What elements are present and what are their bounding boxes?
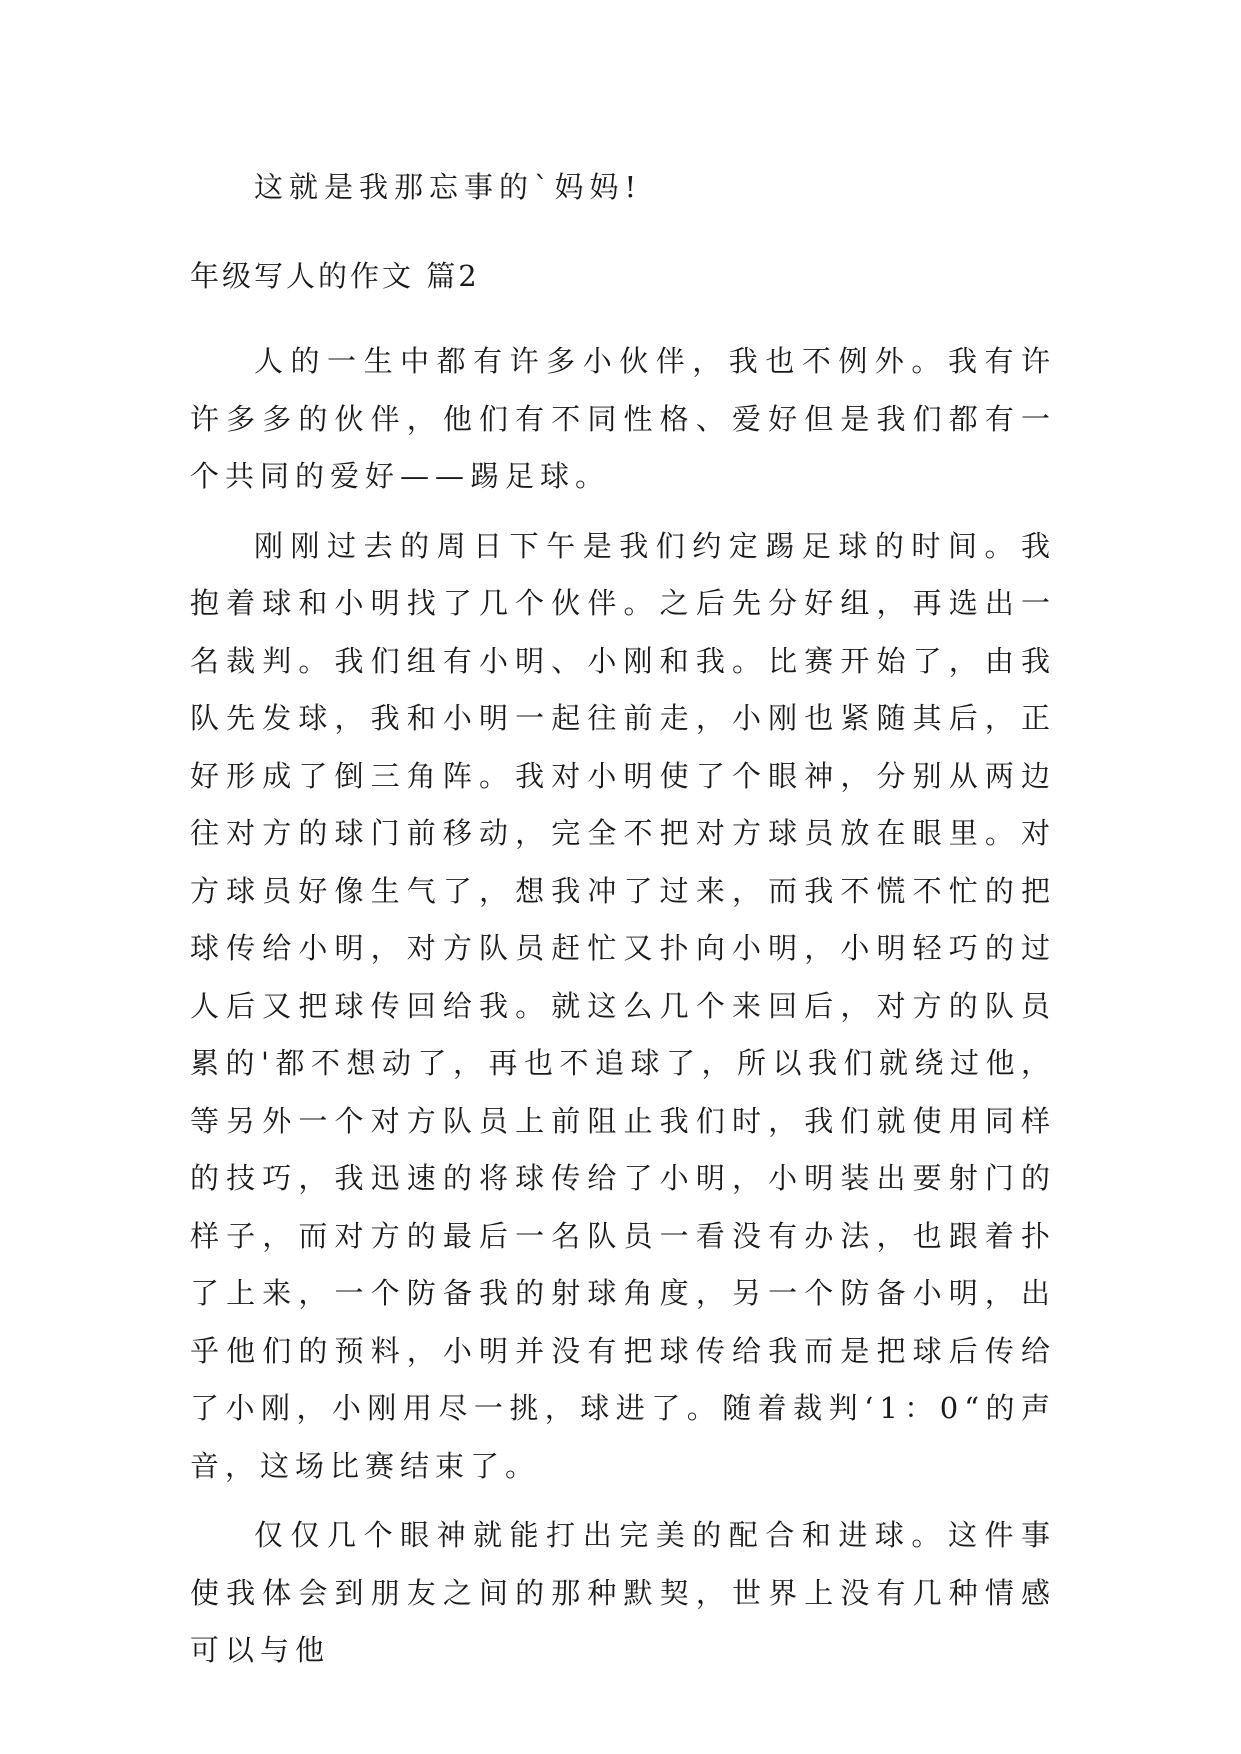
paragraph-reflection: 仅仅几个眼神就能打出完美的配合和进球。这件事使我体会到朋友之间的那种默契，世界上没有几种情感可以与他 — [190, 1518, 1056, 1667]
paragraph-match: 刚刚过去的周日下午是我们约定踢足球的时间。我抱着球和小明找了几个伙伴。之后先分好组，再选出一名裁判。我们组有小明、小刚和我。比赛开始了，由我队先发球，我和小明一起往前走，小刚也紧随其后，正好形成了倒三角阵。我对小明使了个眼神，分别从两边往对方的球门前移动，完全不把对方球员放在眼里。对方球员好像生气了，想我冲了过来，而我不慌不忙的把球传给小明，对方队员赶忙又扑向小明，小明轻巧的过人后又把球传回给我。就这么几个来回后，对方的队员累的'都不想动了，再也不追球了，所以我们就绕过他，等另外一个对方队员上前阻止我们时，我们就使用同样的技巧，我迅速的将球传给了小明，小明装出要射门的样子，而对方的最后一名队员一看没有办法，也跟着扑了上来，一个防备我的射球角度，另一个防备小明，出乎他们的预料，小明并没有把球传给我而是把球后传给了小刚，小刚用尽一挑，球进了。随着裁判‘1：0“的声音，这场比赛结束了。 — [190, 528, 1056, 1483]
closing-line: 这就是我那忘事的`妈妈! — [254, 170, 643, 204]
essay-body — [190, 333, 1056, 1692]
paragraph-intro: 人的一生中都有许多小伙伴，我也不例外。我有许许多多的伙伴，他们有不同性格、爱好但是我们都有一个共同的爱好——踢足球。 — [190, 344, 1056, 493]
section-heading: 年级写人的作文 篇2 — [190, 259, 480, 293]
